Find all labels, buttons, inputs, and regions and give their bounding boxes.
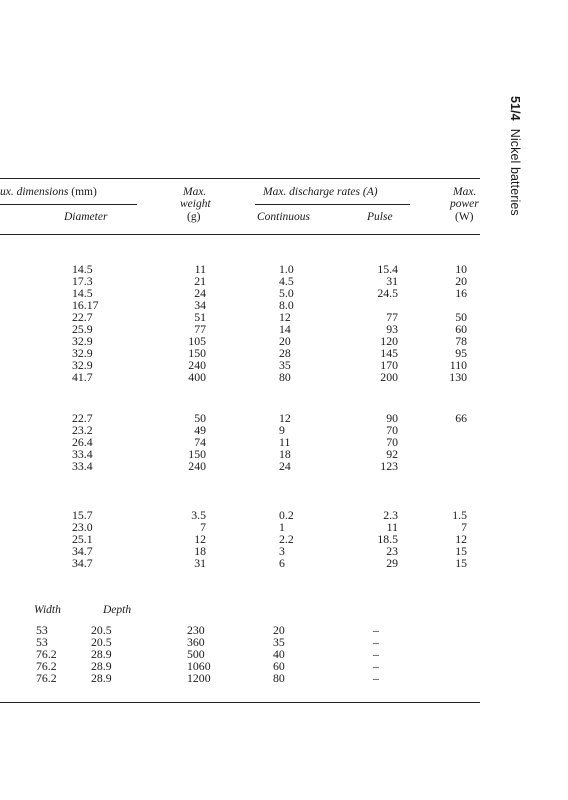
width-cell: 76.2 (36, 647, 57, 661)
continuous-rate-cell: 9 (279, 423, 285, 437)
pulse-rate-cell: 31 (386, 274, 398, 288)
diameter-cell: 25.1 (72, 532, 93, 546)
diameter-cell: 25.9 (72, 322, 93, 336)
power-cell: 95 (455, 346, 467, 360)
diameter-header: Diameter (64, 211, 108, 223)
continuous-rate-cell: 8.0 (279, 298, 294, 312)
continuous-rate-cell: 3 (279, 544, 285, 558)
continuous-rate-cell: 24 (279, 459, 291, 473)
table-row (0, 557, 490, 569)
weight-cell: 18 (194, 544, 206, 558)
continuous-rate-cell: 2.2 (279, 532, 294, 546)
diameter-cell: 26.4 (72, 435, 93, 449)
table-row (0, 636, 490, 648)
weight-cell: 24 (194, 286, 206, 300)
power-header-line1: Max. (453, 186, 477, 198)
continuous-rate-cell: 80 (273, 671, 285, 685)
continuous-rate-cell: 35 (279, 358, 291, 372)
power-cell: 130 (449, 370, 467, 384)
pulse-rate-cell: 170 (380, 358, 398, 372)
weight-cell: 400 (188, 370, 206, 384)
pulse-header: Pulse (367, 211, 393, 223)
pulse-rate-cell: – (373, 647, 379, 661)
table-group-3 (0, 509, 490, 569)
table-top-rule (0, 178, 480, 179)
pulse-rate-cell: 2.3 (383, 508, 398, 522)
weight-cell: 240 (188, 459, 206, 473)
power-cell: 16 (455, 286, 467, 300)
diameter-cell: 22.7 (72, 310, 93, 324)
diameter-cell: 15.7 (72, 508, 93, 522)
continuous-rate-cell: 18 (279, 447, 291, 461)
running-header (500, 96, 522, 256)
continuous-rate-cell: 14 (279, 322, 291, 336)
diameter-cell: 34.7 (72, 556, 93, 570)
depth-cell: 28.9 (91, 659, 112, 673)
weight-cell: 50 (194, 411, 206, 425)
weight-cell: 150 (188, 447, 206, 461)
width-cell: 53 (36, 635, 48, 649)
power-cell: 50 (455, 310, 467, 324)
power-unit: (W) (455, 211, 474, 223)
diameter-cell: 14.5 (72, 262, 93, 276)
continuous-rate-cell: 5.0 (279, 286, 294, 300)
pulse-rate-cell: – (373, 623, 379, 637)
continuous-rate-cell: 1.0 (279, 262, 294, 276)
continuous-rate-cell: 40 (273, 647, 285, 661)
weight-cell: 1200 (187, 671, 211, 685)
pulse-rate-cell: 18.5 (377, 532, 398, 546)
power-cell: 7 (461, 520, 467, 534)
weight-cell: 105 (188, 334, 206, 348)
continuous-header: Continuous (257, 211, 311, 223)
weight-cell: 21 (194, 274, 206, 288)
diameter-cell: 32.9 (72, 346, 93, 360)
continuous-rate-cell: 20 (279, 334, 291, 348)
continuous-rate-cell: 80 (279, 370, 291, 384)
weight-cell: 230 (187, 623, 205, 637)
weight-cell: 77 (194, 322, 206, 336)
depth-cell: 28.9 (91, 647, 112, 661)
pulse-rate-cell: 29 (386, 556, 398, 570)
pulse-rate-cell: 23 (386, 544, 398, 558)
pulse-rate-cell: 123 (380, 459, 398, 473)
table-row (0, 624, 490, 636)
depth-cell: 20.5 (91, 635, 112, 649)
weight-header-line1: Max. (183, 186, 207, 198)
weight-cell: 360 (187, 635, 205, 649)
diameter-cell: 23.2 (72, 423, 93, 437)
continuous-rate-cell: 28 (279, 346, 291, 360)
weight-cell: 3.5 (191, 508, 206, 522)
diameter-cell: 22.7 (72, 411, 93, 425)
power-cell: 1.5 (452, 508, 467, 522)
power-cell: 12 (455, 532, 467, 546)
page-reference: 51/4 (508, 96, 522, 121)
depth-cell: 28.9 (91, 671, 112, 685)
weight-cell: 34 (194, 298, 206, 312)
diameter-cell: 14.5 (72, 286, 93, 300)
power-cell: 78 (455, 334, 467, 348)
pulse-rate-cell: 120 (380, 334, 398, 348)
table-group-2 (0, 412, 490, 472)
continuous-rate-cell: 12 (279, 411, 291, 425)
weight-cell: 7 (200, 520, 206, 534)
width-cell: 76.2 (36, 659, 57, 673)
table-row (0, 460, 490, 472)
power-header-line2: power (450, 198, 479, 210)
table-row (0, 648, 490, 660)
pulse-rate-cell: 70 (386, 423, 398, 437)
diameter-cell: 32.9 (72, 334, 93, 348)
weight-header-line2: weight (180, 198, 211, 210)
table-bottom-rule (0, 702, 480, 703)
diameter-cell: 23.0 (72, 520, 93, 534)
dimensions-header: ux. dimensions (mm) (0, 186, 97, 198)
weight-cell: 11 (194, 262, 206, 276)
diameter-cell: 16.17 (72, 298, 99, 312)
weight-cell: 51 (194, 310, 206, 324)
discharge-underline (255, 204, 410, 205)
diameter-cell: 41.7 (72, 370, 93, 384)
pulse-rate-cell: 90 (386, 411, 398, 425)
continuous-rate-cell: 60 (273, 659, 285, 673)
continuous-rate-cell: 11 (279, 435, 291, 449)
discharge-header: Max. discharge rates (A) (263, 186, 378, 198)
diameter-cell: 32.9 (72, 358, 93, 372)
power-cell: 110 (449, 358, 467, 372)
weight-cell: 240 (188, 358, 206, 372)
pulse-rate-cell: 77 (386, 310, 398, 324)
weight-cell: 1060 (187, 659, 211, 673)
pulse-rate-cell: – (373, 671, 379, 685)
power-cell: 15 (455, 556, 467, 570)
weight-cell: 49 (194, 423, 206, 437)
continuous-rate-cell: 35 (273, 635, 285, 649)
weight-cell: 74 (194, 435, 206, 449)
power-cell: 20 (455, 274, 467, 288)
depth-header: Depth (103, 604, 132, 616)
weight-cell: 31 (194, 556, 206, 570)
width-header: Width (34, 604, 61, 616)
continuous-rate-cell: 0.2 (279, 508, 294, 522)
width-cell: 53 (36, 623, 48, 637)
pulse-rate-cell: 15.4 (377, 262, 398, 276)
weight-cell: 500 (187, 647, 205, 661)
continuous-rate-cell: 1 (279, 520, 285, 534)
diameter-cell: 17.3 (72, 274, 93, 288)
pulse-rate-cell: 145 (380, 346, 398, 360)
diameter-cell: 34.7 (72, 544, 93, 558)
dimensions-underline (0, 204, 137, 205)
pulse-rate-cell: 11 (386, 520, 398, 534)
power-cell: 60 (455, 322, 467, 336)
weight-unit: (g) (187, 211, 201, 223)
continuous-rate-cell: 4.5 (279, 274, 294, 288)
weight-cell: 150 (188, 346, 206, 360)
power-cell: 15 (455, 544, 467, 558)
pulse-rate-cell: 70 (386, 435, 398, 449)
continuous-rate-cell: 12 (279, 310, 291, 324)
pulse-rate-cell: 92 (386, 447, 398, 461)
header-bottom-rule (0, 234, 480, 235)
pulse-rate-cell: 24.5 (377, 286, 398, 300)
table-row (0, 660, 490, 672)
power-cell: 10 (455, 262, 467, 276)
diameter-cell: 33.4 (72, 447, 93, 461)
width-cell: 76.2 (36, 671, 57, 685)
weight-cell: 12 (194, 532, 206, 546)
pulse-rate-cell: – (373, 659, 379, 673)
table-group-1 (0, 263, 490, 383)
table-row (0, 371, 490, 383)
pulse-rate-cell: 200 (380, 370, 398, 384)
pulse-rate-cell: – (373, 635, 379, 649)
depth-cell: 20.5 (91, 623, 112, 637)
table-group-4 (0, 624, 490, 684)
table-row (0, 672, 490, 684)
chapter-title: Nickel batteries (508, 128, 522, 216)
pulse-rate-cell: 93 (386, 322, 398, 336)
diameter-cell: 33.4 (72, 459, 93, 473)
power-cell: 66 (455, 411, 467, 425)
continuous-rate-cell: 6 (279, 556, 285, 570)
continuous-rate-cell: 20 (273, 623, 285, 637)
